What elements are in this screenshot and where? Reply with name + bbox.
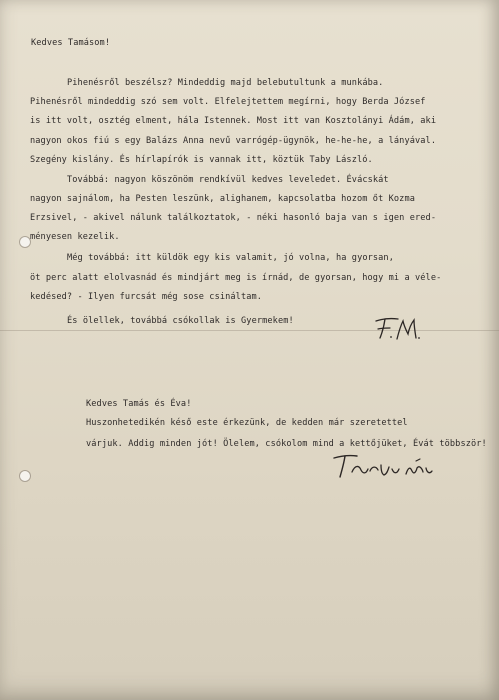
punch-hole xyxy=(20,237,30,247)
letter1-line: Pihenésről beszélsz? Mindeddig majd belebutultunk a munkába. xyxy=(67,78,384,88)
letter1-salutation: Kedves Tamásom! xyxy=(31,38,111,48)
signature-fm xyxy=(370,314,424,350)
letter2-line: Huszonhetedikén késő este érkezünk, de kedden már szeretettel xyxy=(86,418,408,428)
letter1-line: Még továbbá: itt küldök egy kis valamit, jó volna, ha gyorsan, xyxy=(67,253,394,263)
punch-hole xyxy=(20,471,30,481)
letter1-line: Pihenésről mindeddig szó sem volt. Elfelejtettem megírni, hogy Berda József xyxy=(30,97,426,107)
signature-terzi-neni xyxy=(328,450,440,484)
letter1-line: kedésed? - Ilyen furcsát még sose csináltam. xyxy=(30,292,263,302)
letter1-line: ményesen kezelik. xyxy=(30,232,120,242)
letter1-line: is itt volt, osztég elment, hála Istennek. Most itt van Kosztolányi Ádám, aki xyxy=(30,116,437,126)
letter1-line: nagyon okos fiú s egy Balázs Anna nevű varrógép-ügynök, he-he-he, a lányával. xyxy=(30,136,437,146)
letter1-line: És ölellek, továbbá csókollak is Gyermekem! xyxy=(67,316,294,326)
letter1-line: nagyon sajnálom, ha Pesten leszünk, alighanem, kapcsolatba hozom őt Kozma xyxy=(30,194,415,204)
paper-fold xyxy=(0,330,499,331)
letter1-line: Erzsivel, - akivel nálunk találkoztatok, - néki hasonló baja van s igen ered- xyxy=(30,213,437,223)
letter1-line: Továbbá: nagyon köszönöm rendkívül kedves leveledet. Évácskát xyxy=(67,175,389,185)
letter1-line: öt perc alatt elolvasnád és mindjárt meg is írnád, de gyorsan, hogy mi a véle- xyxy=(30,273,442,283)
letter2-line: várjuk. Addig minden jót! Ölelem, csókolom mind a kettőjüket, Évát többször! xyxy=(86,439,487,449)
letter1-line: Szegény kislány. És hírlapírók is vannak itt, köztük Taby László. xyxy=(30,155,373,165)
letter2-salutation: Kedves Tamás és Éva! xyxy=(86,399,192,409)
